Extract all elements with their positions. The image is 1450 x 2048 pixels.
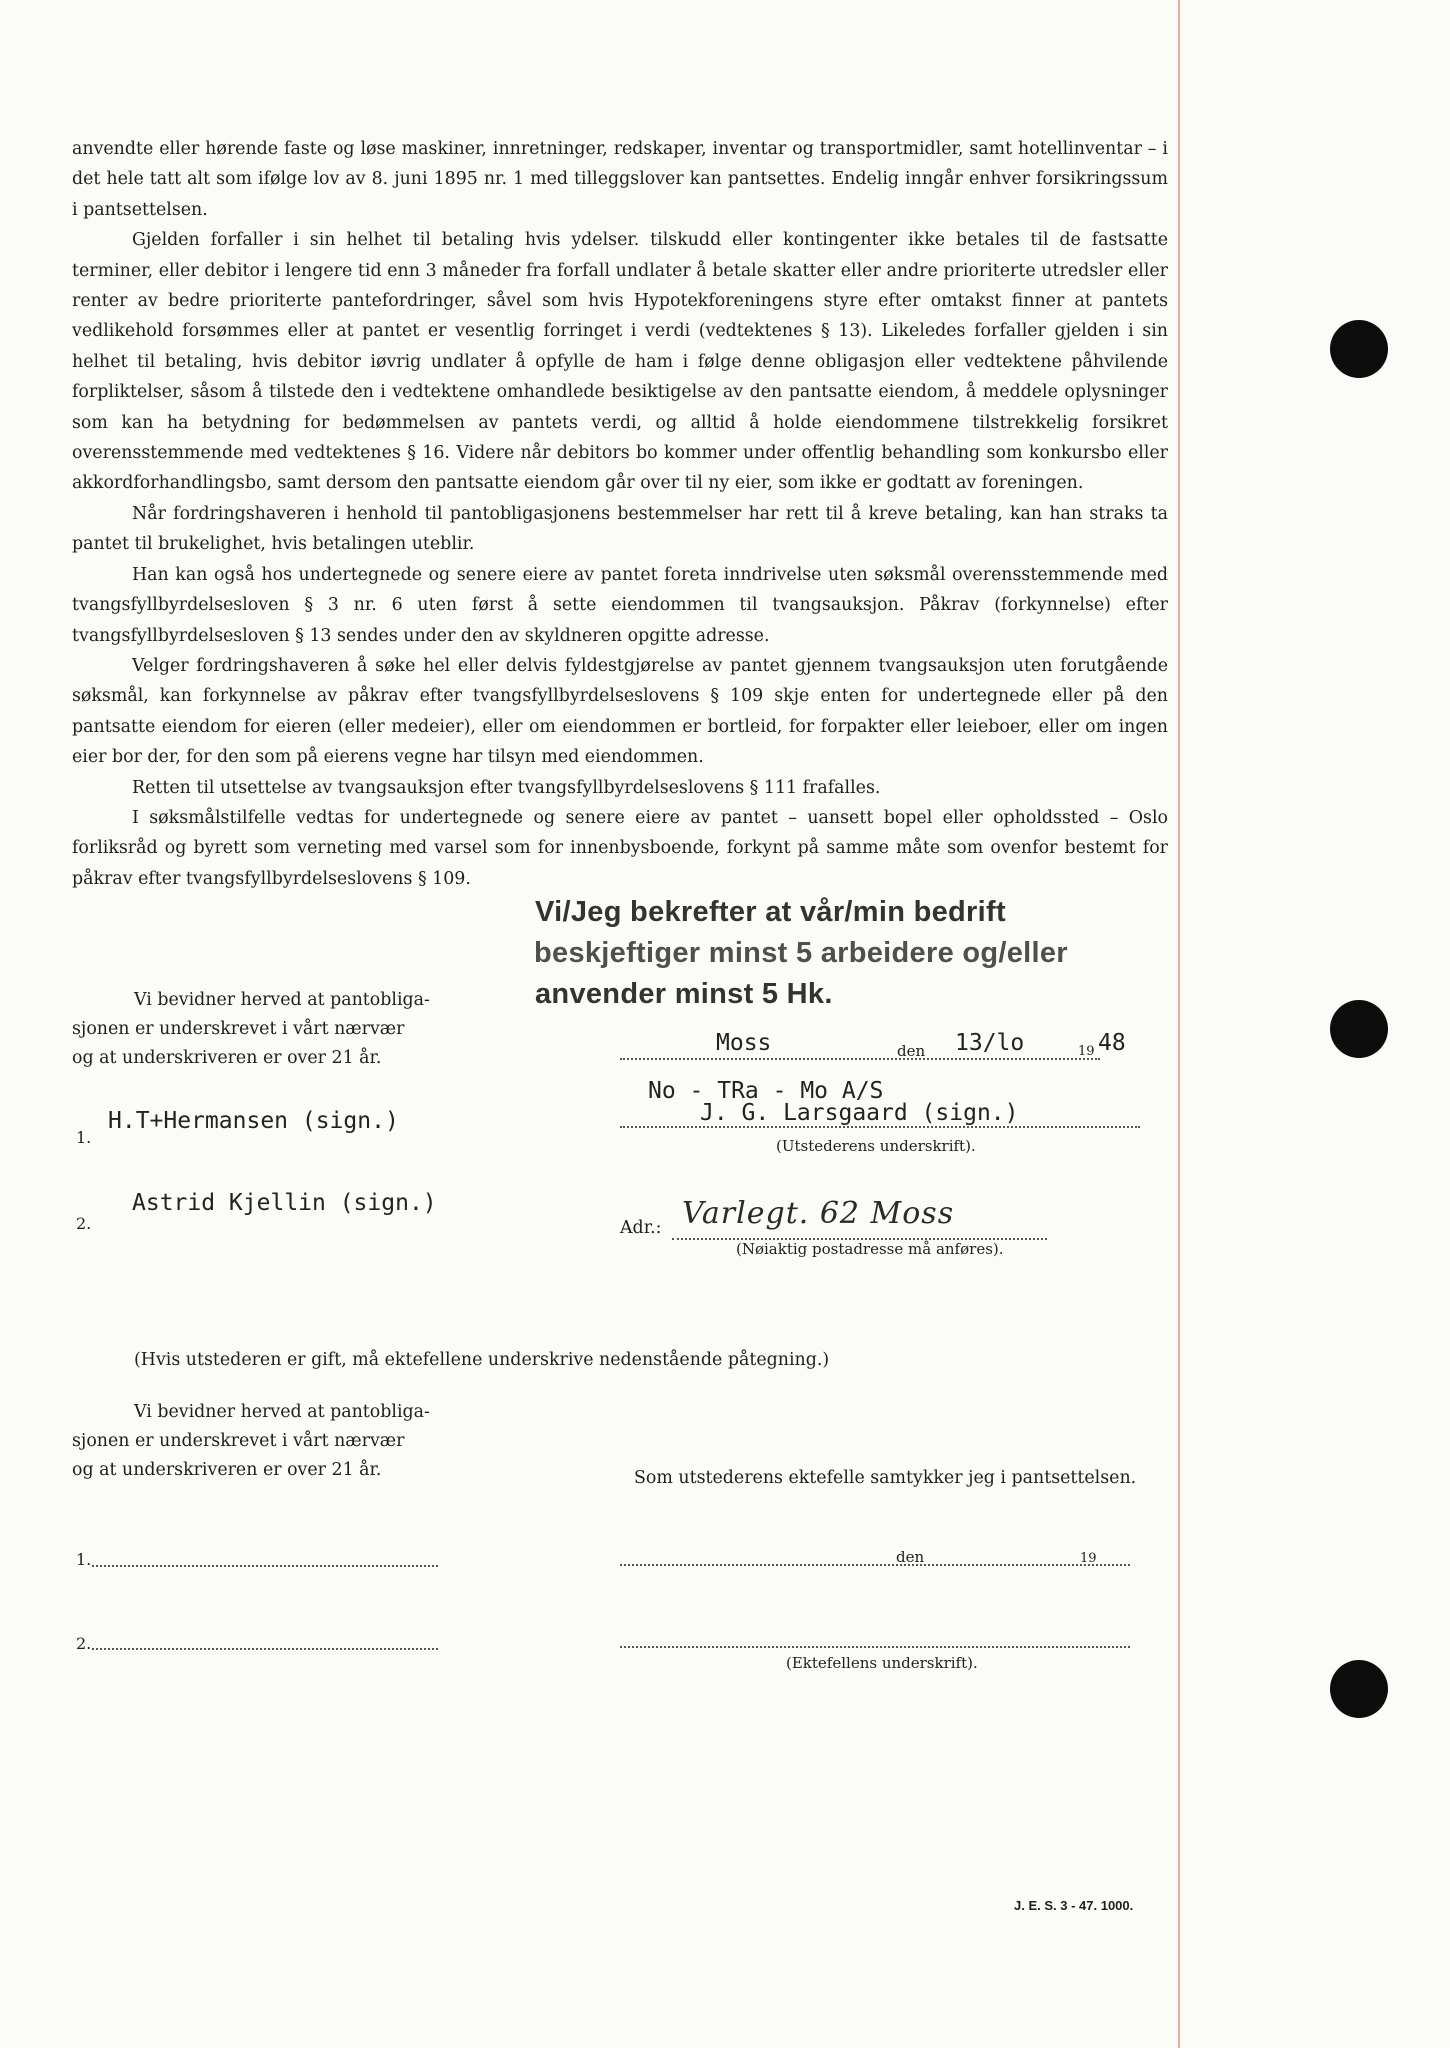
den-label: den bbox=[897, 1042, 926, 1060]
date-value: 13/lo bbox=[955, 1030, 1025, 1056]
date-line bbox=[620, 1058, 1100, 1060]
stamp-line: Vi/Jeg bekrefter at vår/min bedrift bbox=[535, 896, 1006, 928]
company-name: No - TRa - Mo A/S bbox=[648, 1078, 884, 1104]
punch-hole bbox=[1330, 320, 1388, 378]
paragraph: Han kan også hos undertegnede og senere eiere av pantet foreta inndrivelse uten søksmål overensstemmende med tvangsfyllbyrdelsesloven § 3 nr. 6 uten først å sette eiendommen til tvangsauksjon. Påkrav (forkynnelse) efter tvangsfyllbyrdelsesloven § 13 sendes under den av skyldneren opgitte adresse. bbox=[72, 564, 1168, 646]
paragraph: anvendte eller hørende faste og løse maskiner, innretninger, redskaper, inventar og transportmidler, samt hotellinventar – i det hele tatt alt som ifølge lov av 8. juni 1895 nr. 1 med tilleggslover kan pantsettes. Endelig inngår enhver forsikringssum i pantsettelsen. bbox=[72, 139, 1168, 220]
signature-line bbox=[620, 1126, 1140, 1128]
footer-code: J. E. S. 3 - 47. 1000. bbox=[1014, 1898, 1134, 1913]
stamp-line: beskjeftiger minst 5 arbeidere og/eller bbox=[534, 937, 1068, 969]
witness-line: og at underskriveren er over 21 år. bbox=[72, 1048, 382, 1068]
witness-line: og at underskriveren er over 21 år. bbox=[72, 1460, 382, 1480]
paragraph: I søksmålstilfelle vedtas for undertegnede og senere eiere av pantet – uansett bopel eller opholdssted – Oslo forliksråd og byrett som verneting med varsel som for innenbysboende, forkynt på samme måte som ovenfor bestemt for påkrav efter tvangsfyllbyrdelseslovens § 109. bbox=[72, 807, 1168, 889]
place-value: Moss bbox=[716, 1030, 772, 1056]
stamp-line: anvender minst 5 Hk. bbox=[535, 978, 833, 1010]
spouse-year-prefix: 19 bbox=[1080, 1551, 1097, 1566]
paragraph: Når fordringshaveren i henhold til pantobligasjonens bestemmelser har rett til å kreve betaling, kan han straks ta pantet til brukelighet, hvis betalingen uteblir. bbox=[72, 503, 1168, 555]
witness-statement-spouse bbox=[72, 1398, 452, 1485]
punch-hole bbox=[1330, 1000, 1388, 1058]
address-caption: (Nøiaktig postadresse må anføres). bbox=[736, 1240, 1004, 1258]
paragraph: Retten til utsettelse av tvangsauksjon efter tvangsfyllbyrdelseslovens § 111 frafalles. bbox=[132, 777, 881, 798]
year-prefix: 19 bbox=[1078, 1044, 1095, 1059]
witness-statement bbox=[72, 986, 452, 1073]
paragraph: Gjelden forfaller i sin helhet til betaling hvis ydelser. tilskudd eller kontingenter ikke betales til de fastsatte terminer, eller debitor i lengere tid enn 3 måneder fra forfall undlater å betale skatter eller andre prioriterte utredsler eller renter av bedre prioriterte pantefordringer, såvel som hvis Hypotekforeningens styre efter omtakst finner at pantets vedlikehold forsømmes eller at pantet er vesentlig forringet i verdi (vedtektenes § 13). Likeledes forfaller gjelden i sin helhet til betaling, hvis debitor iøvrig undlater å opfylle de ham i følge denne obligasjon eller vedtektene påhvilende forpliktelser, såsom å tilstede den i vedtektene omhandlede besiktigelse av den pantsatte eiendom, å meddele oplysninger som kan ha betydning for bedømmelsen av pantets verdi, og alltid å holde eiendommene tilstrekkelig forsikret overensstemmende med vedtektenes § 16. Videre når debitors bo kommer under offentlig behandling som konkursbo eller akkordforhandlingsbo, samt dersom den pantsatte eiendom går over til ny eier, som ikke er godtatt av foreningen. bbox=[72, 230, 1168, 494]
witness-number: 1. bbox=[76, 1128, 92, 1147]
spouse-signature-caption: (Ektefellens underskrift). bbox=[786, 1654, 978, 1672]
paragraph: Velger fordringshaveren å søke hel eller delvis fyldestgjørelse av pantet gjennem tvangsauksjon uten forutgående søksmål, kan forkynnelse av påkrav efter tvangsfyllbyrdelseslovens § 109 skje enten for undertegnede eller på den pantsatte eiendom for eieren (eller medeier), eller om eiendommen er bortleid, for forpakter eller leieboer, eller om ingen eier bor der, for den som på eierens vegne har tilsyn med eiendommen. bbox=[72, 655, 1168, 768]
margin-line bbox=[1178, 0, 1180, 2048]
witness-number: 2. bbox=[76, 1214, 92, 1233]
year-value: 48 bbox=[1098, 1030, 1126, 1056]
witness-line: Vi bevidner herved at pantobliga- bbox=[134, 990, 430, 1010]
witness-signature: Astrid Kjellin (sign.) bbox=[132, 1190, 437, 1216]
contract-body bbox=[72, 134, 1168, 894]
spouse-date-line bbox=[620, 1564, 1130, 1566]
witness-number: 2. bbox=[76, 1634, 92, 1653]
company-stamp bbox=[535, 892, 1068, 1015]
witness-line: Vi bevidner herved at pantobliga- bbox=[134, 1402, 430, 1422]
spouse-instruction: (Hvis utstederen er gift, må ektefellene underskrive nedenstående påtegning.) bbox=[134, 1350, 830, 1370]
punch-hole bbox=[1330, 1660, 1388, 1718]
signer-name: J. G. Larsgaard (sign.) bbox=[700, 1100, 1019, 1126]
spouse-den-label: den bbox=[896, 1548, 925, 1566]
witness-number: 1. bbox=[76, 1550, 92, 1569]
spouse-signature-line bbox=[620, 1646, 1130, 1648]
spouse-consent: Som utstederens ektefelle samtykker jeg i pantsettelsen. bbox=[634, 1468, 1137, 1488]
adr-label: Adr.: bbox=[620, 1218, 662, 1238]
witness-line-blank bbox=[92, 1648, 438, 1650]
address-handwritten: Varlegt. 62 Moss bbox=[682, 1196, 955, 1231]
witness-signature: H.T+Hermansen (sign.) bbox=[108, 1108, 399, 1134]
witness-line-blank bbox=[92, 1565, 438, 1567]
witness-line: sjonen er underskrevet i vårt nærvær bbox=[72, 1019, 405, 1039]
signature-caption: (Utstederens underskrift). bbox=[776, 1137, 976, 1155]
witness-line: sjonen er underskrevet i vårt nærvær bbox=[72, 1431, 405, 1451]
